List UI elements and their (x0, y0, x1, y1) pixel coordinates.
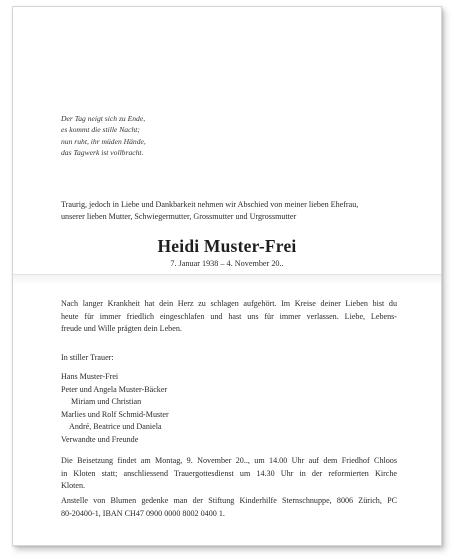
intro-text (61, 199, 397, 223)
intro-line: unserer lieben Mutter, Schwiegermutter, Grossmutter und Urgrossmutter (61, 212, 297, 222)
mourner: Marlies und Rolf Schmid-Muster (61, 409, 169, 419)
mourners-list (61, 371, 169, 447)
poem-line: Der Tag neigt sich zu Ende, (61, 114, 146, 123)
burial-line: in Kloten statt; anschliessend Trauergottesdienst um 14.30 Uhr in der reformierten Kirche (61, 468, 397, 478)
tribute-line: Nach langer Krankheit hat dein Herz zu schlagen aufgehört. Im Kreise deiner Lieben bist du (61, 299, 397, 308)
burial-line: Kloten. (61, 481, 86, 491)
mourner: André, Beatrice und Daniela (69, 422, 162, 432)
burial-info (61, 455, 397, 493)
mourning-heading: In stiller Trauer: (61, 353, 114, 362)
tribute-text (61, 298, 397, 336)
donation-line: 80-20400-1, IBAN CH47 0900 0000 8002 0400 1. (61, 508, 225, 518)
poem-line: es kommt die stille Nacht; (61, 125, 140, 135)
donation-info (61, 495, 397, 520)
tribute-line: freude und Wille prägten dein Leben. (61, 324, 182, 334)
mourner: Verwandte und Freunde (61, 434, 139, 444)
intro-line: Traurig, jedoch in Liebe und Dankbarkeit nehmen wir Abschied von meiner lieben Ehefrau, (61, 200, 359, 209)
deceased-name: Heidi Muster-Frei (157, 236, 297, 256)
poem (61, 113, 146, 159)
donation-line: Anstelle von Blumen gedenke man der Stiftung Kinderhilfe Sternschnuppe, 8006 Zürich, PC (61, 496, 397, 505)
obituary-card (12, 6, 442, 546)
mourner: Peter und Angela Muster-Bäcker (61, 384, 168, 394)
burial-line: Die Beisetzung findet am Montag, 9. November 20.., um 14.00 Uhr auf dem Friedhof Chloos (61, 456, 397, 465)
mourner: Miriam und Christian (71, 397, 142, 407)
fold-shadow (13, 275, 441, 285)
mourner: Hans Muster-Frei (61, 372, 119, 381)
poem-line: das Tagwerk ist vollbracht. (61, 148, 144, 158)
tribute-line: heute für immer friedlich eingeschlafen und hast uns für immer verlassen. Liebe, Lebens- (61, 311, 397, 321)
poem-line: nun ruht, ihr müden Hände, (61, 136, 146, 146)
life-dates: 7. Januar 1938 – 4. November 20.. (170, 259, 284, 268)
